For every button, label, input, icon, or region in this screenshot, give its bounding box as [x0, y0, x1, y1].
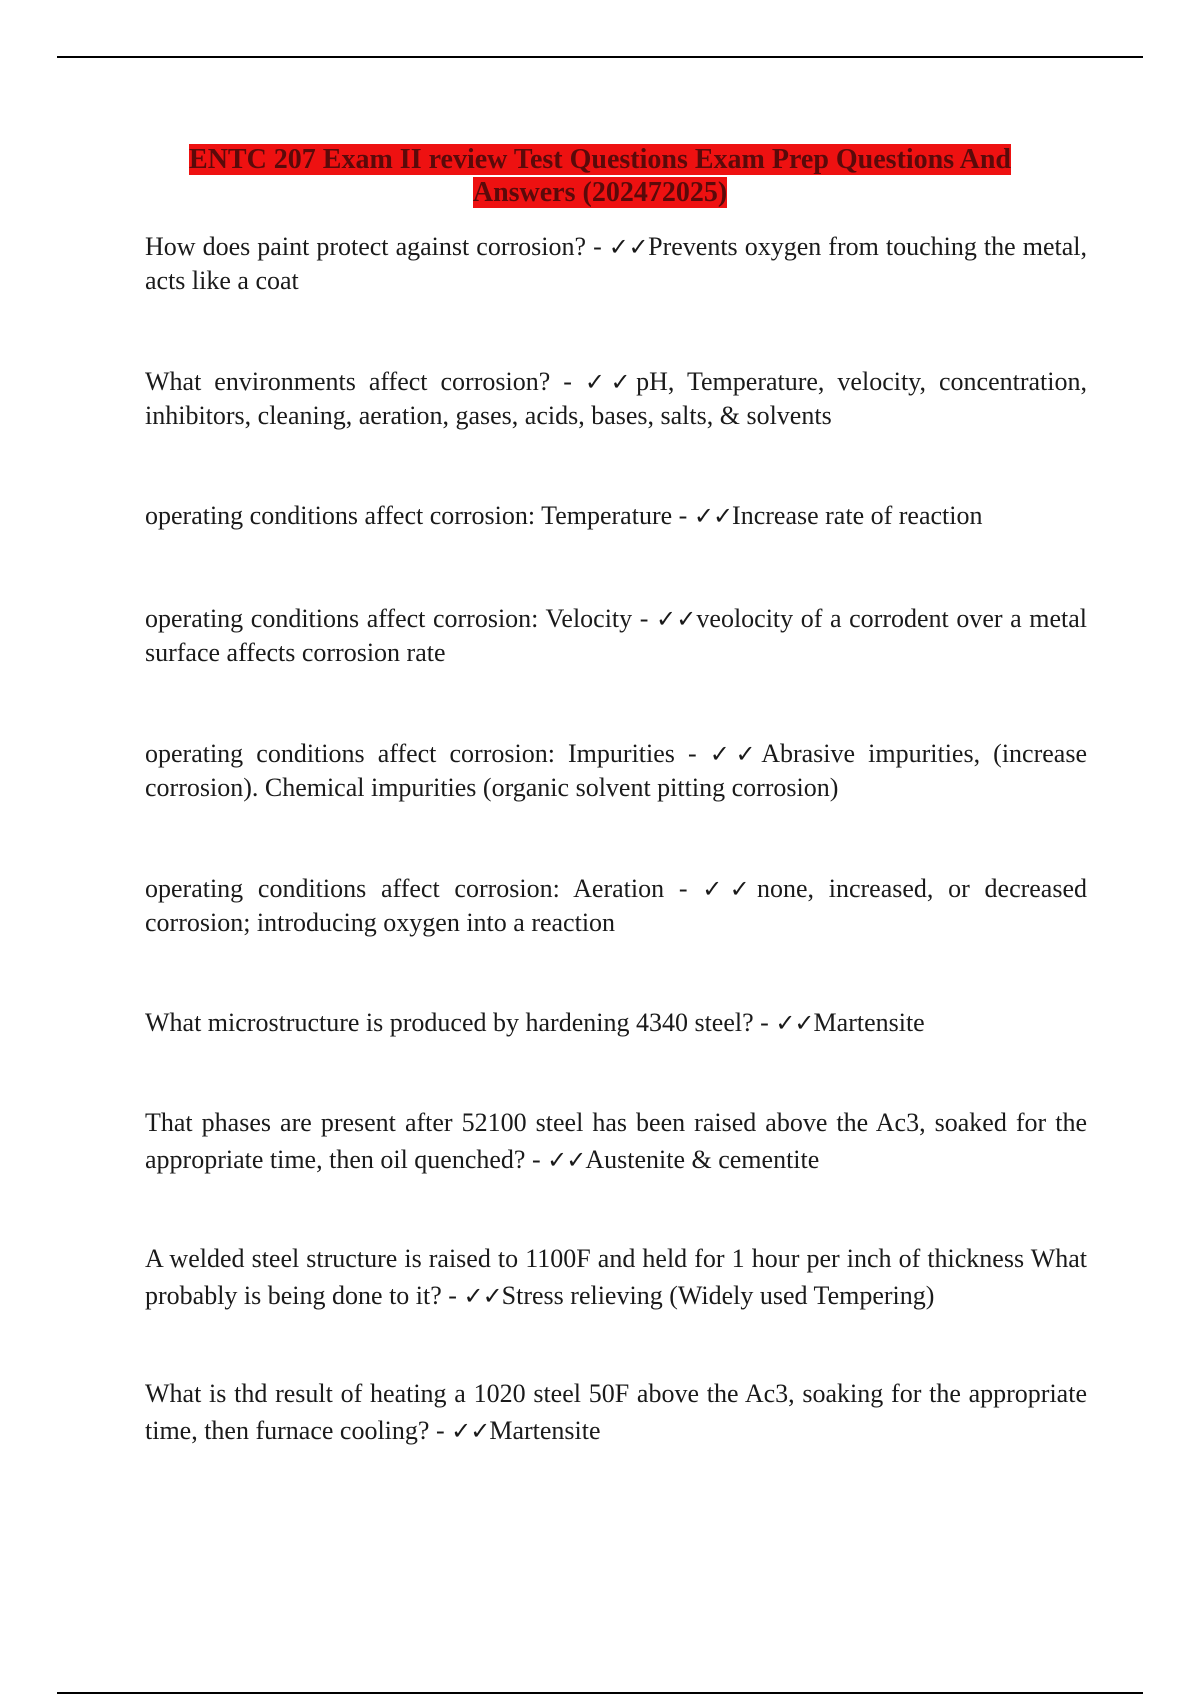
footer-rule	[57, 1692, 1143, 1694]
question-text: A welded steel structure is raised to 1100F and held for 1 hour per inch of thickness What probably is being done to it?	[145, 1244, 1087, 1310]
qa-separator: -	[586, 232, 609, 261]
question-text: operating conditions affect corrosion: Temperature	[145, 501, 673, 530]
qa-item	[145, 1104, 1087, 1179]
answer-text: Martensite	[489, 1416, 601, 1445]
qa-separator: -	[664, 874, 703, 903]
double-check-icon: ✓✓	[451, 1417, 490, 1445]
answer-text: pH, Temperature, velocity, concentration, inhibitors, cleaning, aeration, gases, acids, bases, salts, & solvents	[145, 367, 1087, 430]
qa-separator: -	[632, 604, 656, 633]
double-check-icon: ✓✓	[608, 233, 649, 261]
double-check-icon: ✓✓	[709, 740, 762, 768]
qa-item	[145, 499, 1087, 533]
qa-item	[145, 737, 1087, 804]
double-check-icon: ✓✓	[547, 1146, 586, 1174]
qa-item	[145, 365, 1087, 432]
header-rule	[57, 56, 1143, 58]
question-text: What microstructure is produced by hardening 4340 steel?	[145, 1008, 754, 1037]
double-check-icon: ✓✓	[693, 502, 733, 530]
qa-item	[145, 1375, 1087, 1450]
question-text: operating conditions affect corrosion: Aeration	[145, 874, 665, 903]
answer-text: Abrasive impurities, (increase corrosion). Chemical impurities (organic solvent pitting corrosion)	[145, 739, 1087, 802]
qa-item	[145, 1006, 1087, 1040]
answer-text: Prevents oxygen from touching the metal, acts like a coat	[145, 232, 1087, 295]
document-title-text: ENTC 207 Exam II review Test Questions Exam Prep Questions And Answers (202472025)	[189, 144, 1011, 208]
qa-separator: -	[525, 1145, 548, 1174]
answer-text: none, increased, or decreased corrosion; introducing oxygen into a reaction	[145, 874, 1087, 937]
answer-text: Austenite & cementite	[585, 1145, 820, 1174]
double-check-icon: ✓✓	[775, 1009, 814, 1037]
qa-item	[145, 230, 1087, 297]
qa-separator: -	[441, 1281, 464, 1310]
qa-item	[145, 602, 1087, 669]
question-text: operating conditions affect corrosion: Impurities	[145, 739, 675, 768]
answer-text: Stress relieving (Widely used Tempering)	[501, 1281, 935, 1310]
question-text: What is thd result of heating a 1020 steel 50F above the Ac3, soaking for the appropriate time, then furnace cooling?	[145, 1379, 1087, 1445]
double-check-icon: ✓✓	[584, 368, 637, 396]
question-text: operating conditions affect corrosion: Velocity	[145, 604, 633, 633]
qa-item	[145, 872, 1087, 939]
double-check-icon: ✓✓	[463, 1282, 502, 1310]
question-text: How does paint protect against corrosion?	[145, 232, 587, 261]
answer-text: Increase rate of reaction	[732, 501, 983, 530]
question-text: What environments affect corrosion?	[145, 367, 551, 396]
document-title	[145, 143, 1055, 209]
double-check-icon: ✓✓	[656, 605, 697, 633]
qa-item	[145, 1240, 1087, 1315]
answer-text: veolocity of a corrodent over a metal surface affects corrosion rate	[145, 604, 1087, 667]
qa-separator: -	[672, 501, 694, 530]
qa-separator: -	[674, 739, 710, 768]
qa-separator: -	[753, 1008, 776, 1037]
question-text: That phases are present after 52100 steel has been raised above the Ac3, soaked for the appropriate time, then oil quenched?	[145, 1108, 1087, 1174]
qa-separator: -	[429, 1416, 452, 1445]
qa-separator: -	[550, 367, 585, 396]
double-check-icon: ✓✓	[702, 875, 757, 903]
answer-text: Martensite	[813, 1008, 925, 1037]
